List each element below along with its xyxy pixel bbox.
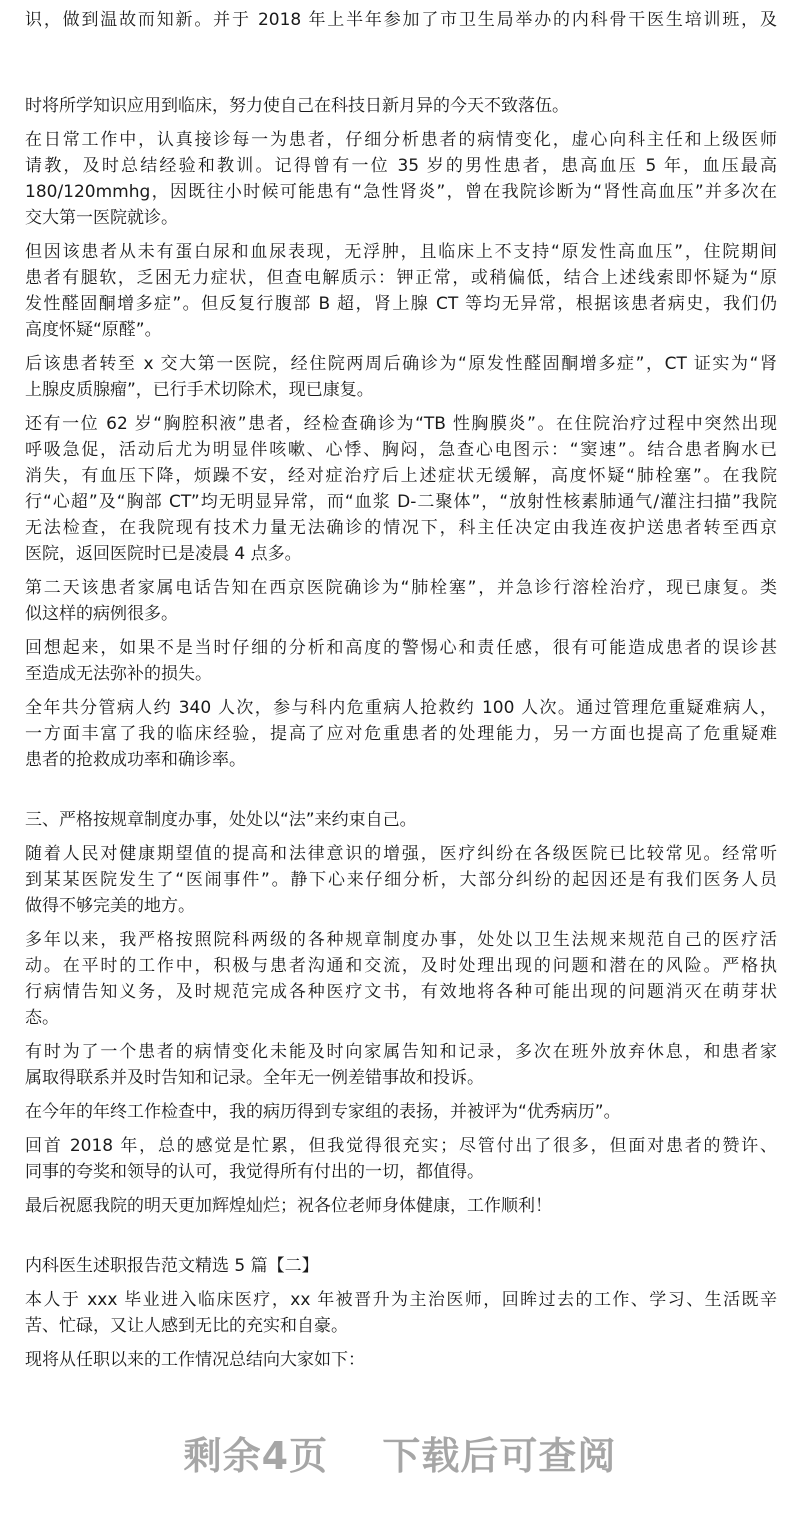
- text-line: 但因该患者从未有蛋白尿和血尿表现，无浮肿，且临床上不支持“原发性高血压”，住院期间: [25, 242, 777, 262]
- text-line: 苦、忙碌，又让人感到无比的充实和自豪。: [25, 1316, 348, 1336]
- paragraph: [25, 411, 777, 567]
- text-line: 最后祝愿我院的明天更加辉煌灿烂；祝各位老师身体健康，工作顺利！: [25, 1196, 552, 1216]
- text-line: 至造成无法弥补的损失。: [25, 664, 212, 684]
- paragraph: [25, 1287, 777, 1339]
- text-line: 患者的抢救成功率和确诊率。: [25, 750, 246, 770]
- text-line: 消失，有血压下降，烦躁不安，经对症治疗后上述症状无缓解，高度怀疑“肺栓塞”。在我院: [25, 466, 777, 486]
- text-line: 行病情告知义务，及时规范完成各种医疗文书，有效地将各种可能出现的问题消灭在萌芽状: [25, 982, 777, 1002]
- text-line: 时将所学知识应用到临床，努力使自己在科技日新月异的今天不致落伍。: [25, 96, 569, 116]
- page-break-gap: [25, 33, 777, 85]
- download-prompt[interactable]: [0, 1425, 800, 1480]
- blank-line: [25, 773, 777, 799]
- paragraph: [25, 1253, 777, 1279]
- text-line: 还有一位 62 岁“胸腔积液”患者，经检查确诊为“TB 性胸膜炎”。在住院治疗过程中突然出现: [25, 414, 777, 434]
- paragraph: [25, 1039, 777, 1091]
- text-line: 180/120mmhg，因既往小时候可能患有“急性肾炎”，曾在我院诊断为“肾性高血压”并多次在: [25, 182, 777, 202]
- paragraph: [25, 695, 777, 773]
- text-line: 发性醛固酮增多症”。但反复行腹部 B 超，肾上腺 CT 等均无异常，根据该患者病史，我们仍: [25, 294, 777, 314]
- text-line: 多年以来，我严格按照院科两级的各种规章制度办事，处处以卫生法规来规范自己的医疗活: [25, 930, 777, 950]
- text-line: 同事的夸奖和领导的认可，我觉得所有付出的一切，都值得。: [25, 1162, 484, 1182]
- text-line: 回想起来，如果不是当时仔细的分析和高度的警惕心和责任感，很有可能造成患者的误诊甚: [25, 638, 777, 658]
- text-line: 患者有腿软，乏困无力症状，但查电解质示：钾正常，或稍偏低，结合上述线索即怀疑为“原: [25, 268, 777, 288]
- paragraph: [25, 927, 777, 1031]
- paragraph: [25, 7, 777, 33]
- paragraph: [25, 575, 777, 627]
- paragraph: [25, 351, 777, 403]
- paragraph: [25, 127, 777, 231]
- text-line: 行“心超”及“胸部 CT”均无明显异常，而“血浆 D-二聚体”，“放射性核素肺通气/灌注扫描”我院: [25, 492, 777, 512]
- paragraph: [25, 93, 777, 119]
- text-line: 似这样的病例很多。: [25, 604, 178, 624]
- paragraph: [25, 1347, 777, 1373]
- text-line: 做得不够完美的地方。: [25, 896, 195, 916]
- text-line: 动。在平时的工作中，积极与患者沟通和交流，及时处理出现的问题和潜在的风险。严格执: [25, 956, 777, 976]
- paragraph: [25, 841, 777, 919]
- download-to-view-text[interactable]: 下载后可查阅: [382, 1434, 617, 1478]
- text-line: 本人于 xxx 毕业进入临床医疗，xx 年被晋升为主治医师，回眸过去的工作、学习、生活既辛: [25, 1290, 777, 1310]
- paragraph: [25, 807, 777, 833]
- blank-line: [25, 1219, 777, 1245]
- text-line: 随着人民对健康期望值的提高和法律意识的增强，医疗纠纷在各级医院已比较常见。经常听: [25, 844, 777, 864]
- text-line: 在今年的年终工作检查中，我的病历得到专家组的表扬，并被评为“优秀病历”。: [25, 1102, 621, 1122]
- text-line: 现将从任职以来的工作情况总结向大家如下：: [25, 1350, 365, 1370]
- text-line: 在日常工作中，认真接诊每一为患者，仔细分析患者的病情变化，虚心向科主任和上级医师: [25, 130, 777, 150]
- text-line: 三、严格按规章制度办事，处处以“法”来约束自己。: [25, 810, 417, 830]
- text-line: 高度怀疑“原醛”。: [25, 320, 162, 340]
- paragraph: [25, 1133, 777, 1185]
- text-line: 交大第一医院就诊。: [25, 208, 178, 228]
- text-line: 态。: [25, 1008, 59, 1028]
- paragraph: [25, 1193, 777, 1219]
- text-line: 无法检查，在我院现有技术力量无法确诊的情况下，科主任决定由我连夜护送患者转至西京: [25, 518, 777, 538]
- text-line: 内科医生述职报告范文精选 5 篇【二】: [25, 1256, 319, 1276]
- text-line: 到某某医院发生了“医闹事件”。静下心来仔细分析，大部分纠纷的起因还是有我们医务人员: [25, 870, 777, 890]
- text-line: 一方面丰富了我的临床经验，提高了应对危重患者的处理能力，另一方面也提高了危重疑难: [25, 724, 777, 744]
- text-line: 有时为了一个患者的病情变化未能及时向家属告知和记录，多次在班外放弃休息，和患者家: [25, 1042, 777, 1062]
- paragraph: [25, 1099, 777, 1125]
- text-line: 后该患者转至 x 交大第一医院，经住院两周后确诊为“原发性醛固酮增多症”，CT 证实为“肾: [25, 354, 777, 374]
- paragraph: [25, 239, 777, 343]
- text-line: 医院，返回医院时已是凌晨 4 点多。: [25, 544, 302, 564]
- text-line: 回首 2018 年，总的感觉是忙累，但我觉得很充实；尽管付出了很多，但面对患者的赞许、: [25, 1136, 777, 1156]
- text-line: 呼吸急促，活动后尤为明显伴咳嗽、心悸、胸闷，急查心电图示：“窦速”。结合患者胸水已: [25, 440, 777, 460]
- text-line: 请教，及时总结经验和教训。记得曾有一位 35 岁的男性患者，患高血压 5 年，血压最高: [25, 156, 777, 176]
- text-line: 第二天该患者家属电话告知在西京医院确诊为“肺栓塞”，并急诊行溶栓治疗，现已康复。类: [25, 578, 777, 598]
- text-line: 上腺皮质腺瘤”，已行手术切除术，现已康复。: [25, 380, 374, 400]
- document-body: [25, 7, 777, 1373]
- text-line: 属取得联系并及时告知和记录。全年无一例差错事故和投诉。: [25, 1068, 484, 1088]
- remaining-pages-text: 剩余4页: [183, 1434, 329, 1478]
- paragraph: [25, 635, 777, 687]
- text-line: 识，做到温故而知新。并于 2018 年上半年参加了市卫生局举办的内科骨干医生培训班，及: [25, 10, 777, 30]
- text-line: 全年共分管病人约 340 人次，参与科内危重病人抢救约 100 人次。通过管理危重疑难病人，: [25, 698, 777, 718]
